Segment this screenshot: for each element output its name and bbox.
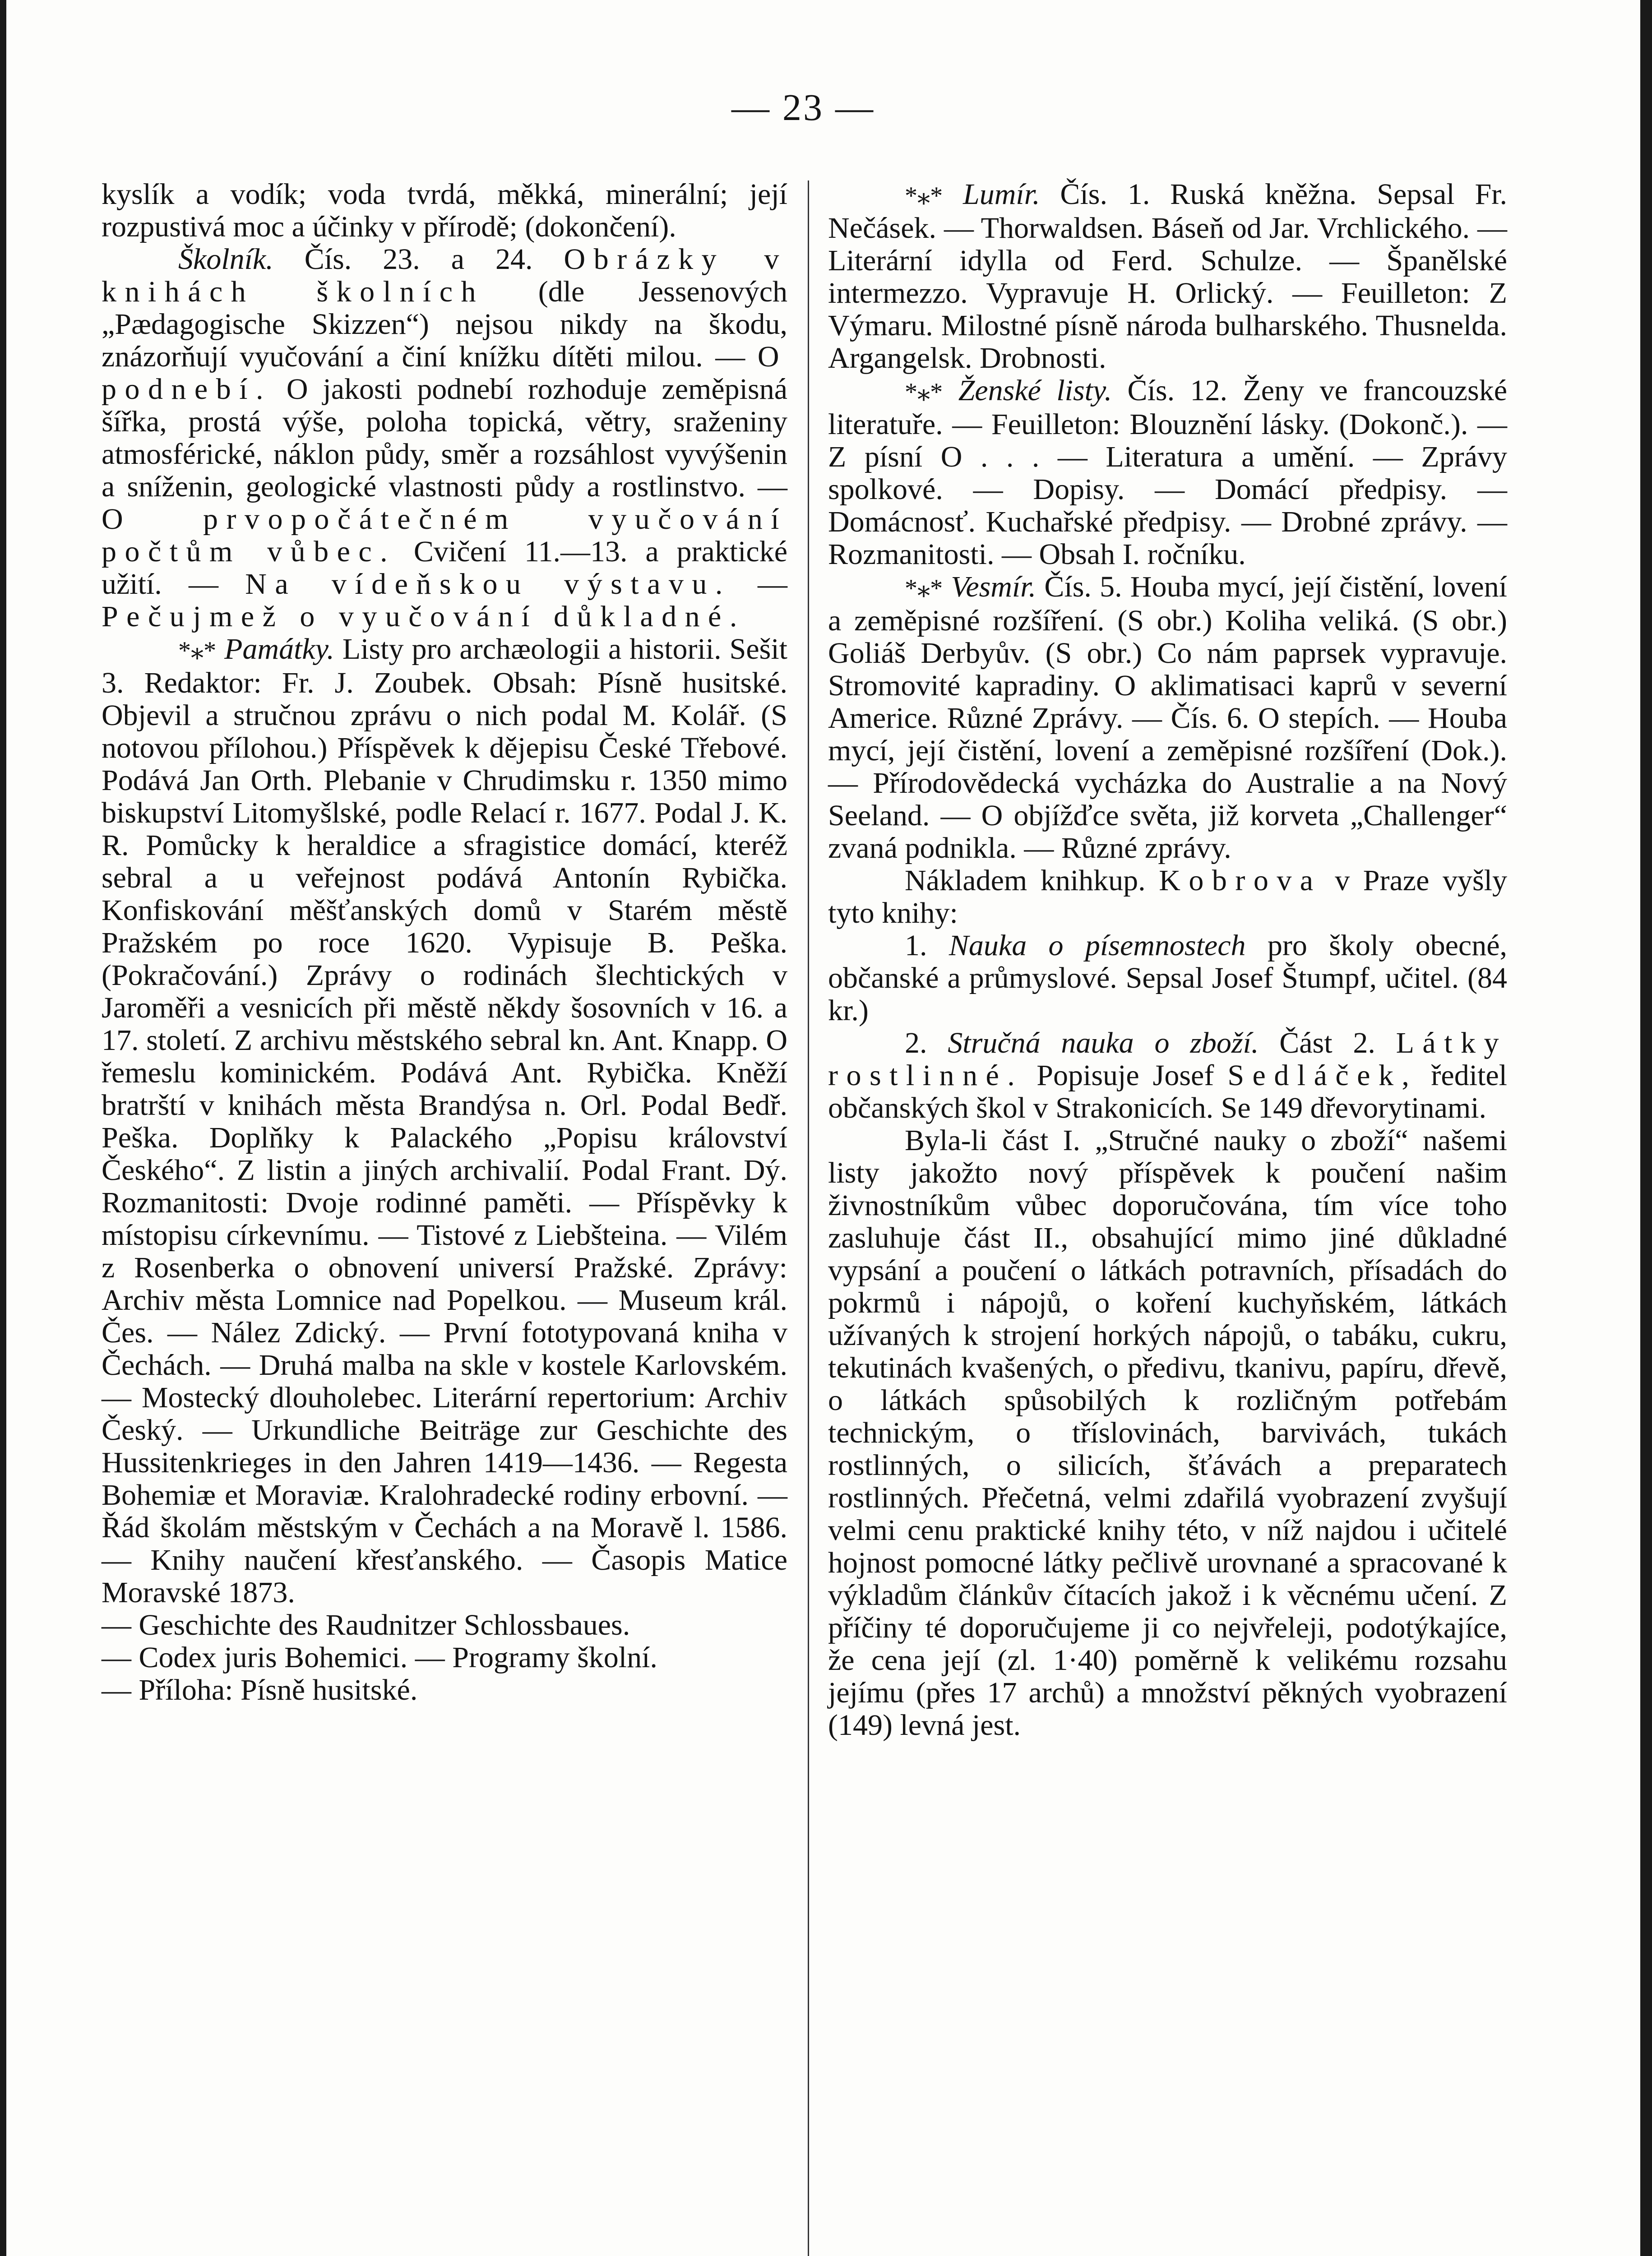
journal-title-vesmir: Vesmír.	[951, 570, 1037, 603]
right-paragraph-zenske-listy: *⁎* Ženské listy. Čís. 12. Ženy ve francouzské literatuře. — Feuilleton: Blouznění lásky. (Dokonč.). — Z písní O . . . — Literatura a umění. — Zprávy spolkové. — Dopisy. — Domácí předpisy. — Domácnosť. Kuchařské předpisy. — Drobné zprávy. — Rozmanitosti. — Obsah I. ročníku.	[828, 374, 1508, 571]
book-subtitle: Látky rostlinné.	[828, 1026, 1507, 1092]
left-paragraph-skolnik: Školník. Čís. 23. a 24. Obrázky v knihách školních (dle Jessenových „Pædagogische Skizzen“) nejsou nikdy na škodu, znázorňují vyučování a činí knížku dítěti milou. — O podnebí. O jakosti podnebí rozhoduje zeměpisná šířka, prostá výše, poloha topická, větry, sraženiny atmosférické, náklon půdy, směr a rozsáhlost vyvýšenin a sníženin, geologické vlastnosti půdy a rostlinstvo. — O prvopočátečném vyučování počtům vůbec. Cvičení 11.—13. a praktické užití. — Na vídeňskou výstavu. — Pečujmež o vyučování důkladné.	[102, 243, 788, 633]
right-paragraph-lumir: *⁎* Lumír. Čís. 1. Ruská kněžna. Sepsal Fr. Nečásek. — Thorwaldsen. Báseň od Jar. Vrchlického. — Literární idylla od Ferd. Schulze. — Španělské intermezzo. Vypravuje H. Orlický. — Feuilleton: Z Výmaru. Milostné písně národa bulharského. Thusnelda. Argangelsk. Drobnosti.	[828, 178, 1507, 374]
left-column	[102, 178, 787, 1706]
journal-title-skolnik: Školník.	[178, 243, 273, 276]
column-divider	[808, 180, 809, 2256]
article-title: O podnebí.	[102, 340, 787, 406]
journal-title-zenske-listy: Ženské listy.	[958, 374, 1112, 407]
journal-title-lumir: Lumír.	[963, 178, 1040, 211]
article-title: O prvopočátečném vyučování počtům vůbec.	[102, 503, 787, 568]
right-paragraph-vesmir: *⁎* Vesmír. Čís. 5. Houba mycí, její čistění, lovení a zeměpisné rozšíření. (S obr.) Koliha veliká. (S obr.) Goliáš Derbyův. (S obr.) Co nám paprsek vypravuje. Stromovité kapradiny. O aklimatisaci kaprů v severní Americe. Různé Zprávy. — Čís. 6. O stepích. — Houba mycí, její čistění, lovení a zeměpisné rozšíření (Dok.). — Přírodovědecká vycházka do Australie a na Nový Seeland. — O objížďce světa, již korveta „Challenger“ zvaná podnikla. — Různé zprávy.	[828, 570, 1507, 864]
page-number: — 23 —	[731, 87, 875, 129]
book-title: Nauka o písemnostech	[949, 929, 1246, 962]
right-book-1: 1. Nauka o písemnostech pro školy obecné, občanské a průmyslové. Sepsal Josef Štumpf, učitel. (84 kr.)	[828, 929, 1507, 1027]
left-paragraph-pamatky: *⁎* Památky. Listy pro archæologii a historii. Sešit 3. Redaktor: Fr. J. Zoubek. Obsah: Písně husitské. Objevil a stručnou zprávu o nich podal M. Kolář. (S notovou přílohou.) Příspěvek k dějepisu České Třebové. Podává Jan Orth. Plebanie v Chrudimsku r. 1350 mimo biskupství Litomyšlské, podle Relací r. 1677. Podal J. K. R. Pomůcky k heraldice a sfragistice domácí, kteréž sebral a u veřejnost podává Antonín Rybička. Konfiskování měšťanských domů v Starém městě Pražském po roce 1620. Vypisuje B. Peška. (Pokračování.) Zprávy o rodinách šlechtických v Jaroměři a vesnicích při městě někdy šosovních v 16. a 17. století. Z archivu městského sebral kn. Ant. Knapp. O řemeslu kominickém. Podává Ant. Rybička. Kněží bratrští v knihách města Brandýsa n. Orl. Podal Bedř. Peška. Doplňky k Palackého „Popisu království Českého“. Z listin a jiných archivalií. Podal Frant. Dý. Rozmanitosti: Dvoje rodinné paměti. — Příspěvky k místopisu církevnímu. — Tistové z Liebšteina. — Vilém z Rosenberka o obnovení universí Pražské. Zprávy: Archiv města Lomnice nad Popelkou. — Museum král. Čes. — Nález Zdický. — První fototypovaná kniha v Čechách. — Druhá malba na skle v kostele Karlovském. — Mostecký dlouholebec. Literární repertorium: Archiv Český. — Urkundliche Beiträge zur Geschichte des Hussitenkrieges in den Jahren 1419—1436. — Regesta Bohemiæ et Moraviæ. Kralohradecké rodiny erbovní. — Řád školám městským v Čechách a na Moravě l. 1586. — Knihy naučení křesťanského. — Časopis Matice Moravské 1873.	[102, 633, 787, 1609]
book-title: Stručná nauka o zboží.	[948, 1026, 1259, 1059]
article-title: Obrázky v knihách školních	[102, 243, 787, 308]
right-column	[828, 178, 1507, 1742]
publisher-name: Kobrova	[1159, 864, 1322, 897]
author-name: Sedláček,	[1227, 1059, 1418, 1092]
journal-title-pamatky: Památky.	[224, 633, 334, 666]
left-paragraph-1: kyslík a vodík; voda tvrdá, měkká, minerální; její rozpustivá moc a účinky v přírodě; (dokončení).	[102, 178, 787, 243]
asterism: *⁎*	[905, 182, 943, 210]
list-line: — Geschichte des Raudnitzer Schlossbaues.	[102, 1609, 630, 1641]
list-line: — Příloha: Písně husitské.	[102, 1674, 418, 1706]
asterism: *⁎*	[905, 378, 943, 406]
right-paragraph-review: Byla-li část I. „Stručné nauky o zboží“ našemi listy jakožto nový příspěvek k poučení našim živnostníkům vůbec doporučována, tím více toho zasluhuje část II., obsahující mimo jiné důkladné vypsání a poučení o látkách potravních, přísadách do pokrmů i nápojů, o koření kuchyňském, látkách užívaných k strojení horkých nápojů, o tabáku, cukru, tekutinách kvašených, o předivu, tkanivu, papíru, dřevě, o látkách spůsobilých k rozličným potřebám technickým, o tříslovinách, barvivách, tukách rostlinných, o silicích, šťávách a preparatech rostlinných. Přečetná, velmi zdařilá vyobrazení zvyšují velmi cenu praktické knihy této, v níž najdou i učitelé hojnost pomocné látky pečlivě urovnané a spracované k výkladům článkův čítacích jakož i k věcnému učení. Z příčiny té doporučujeme ji co nejvřeleji, podotýkajíce, že cena její (zl. 1·40) poměrně k velikému rozsahu jejímu (přes 17 archů) a množství pěkných vyobrazení (149) levná jest.	[828, 1124, 1507, 1742]
article-title: Pečujmež o vyučování důkladné.	[102, 600, 745, 633]
left-closing-lines	[102, 1609, 787, 1706]
right-paragraph-publisher: Nákladem knihkup. Kobrova v Praze vyšly tyto knihy:	[828, 864, 1507, 929]
list-line: — Codex juris Bohemici. — Programy školní.	[102, 1641, 657, 1674]
right-book-2: 2. Stručná nauka o zboží. Část 2. Látky rostlinné. Popisuje Josef Sedláček, ředitel občanských škol v Strakonicích. Se 149 dřevorytinami.	[828, 1026, 1508, 1124]
article-title: Na vídeňskou výstavu.	[245, 568, 731, 601]
asterism: *⁎*	[905, 574, 943, 602]
scan-border-left	[0, 0, 6, 2256]
asterism: *⁎*	[178, 637, 217, 665]
scan-border-right	[1640, 0, 1652, 2256]
